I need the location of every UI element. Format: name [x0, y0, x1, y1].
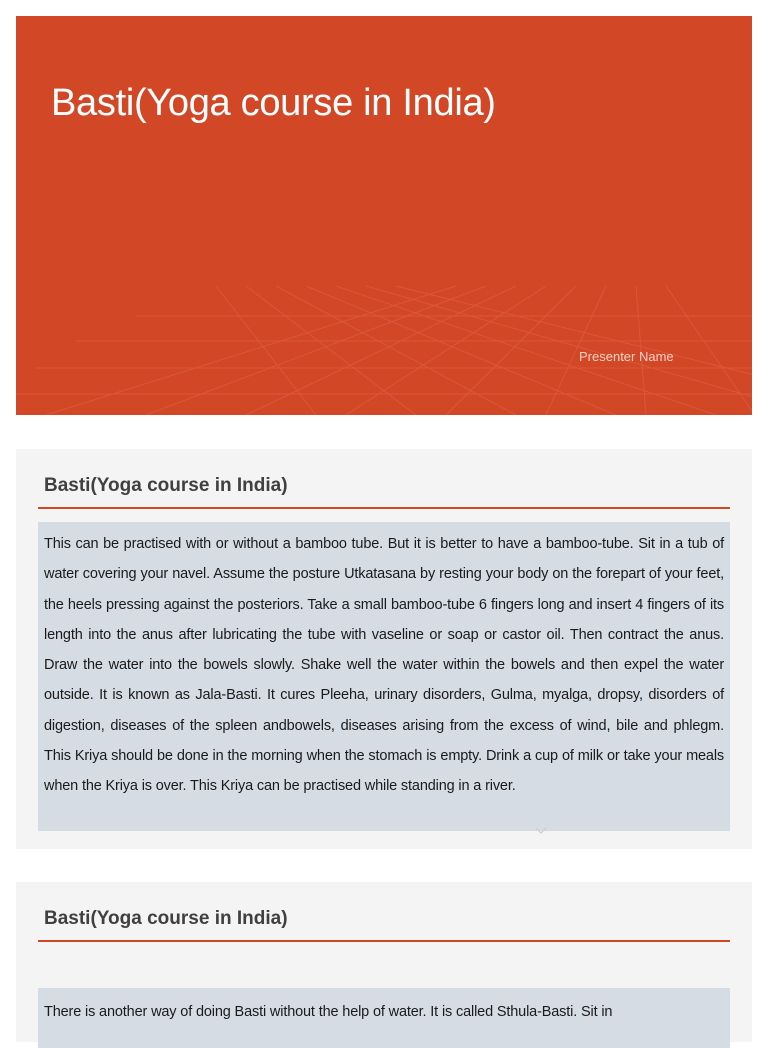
- heading-underline: [38, 940, 730, 942]
- chevron-down-icon: [536, 828, 546, 834]
- slide-heading: Basti(Yoga course in India): [44, 475, 288, 496]
- slide-body-text: There is another way of doing Basti without the help of water. It is called Sthula-Basti. Sit in: [38, 988, 730, 1048]
- content-slide-1: [16, 449, 752, 849]
- slide-heading: Basti(Yoga course in India): [44, 908, 288, 929]
- content-slide-2: [16, 882, 752, 1042]
- slide-body-text: This can be practised with or without a bamboo tube. But it is better to have a bamboo-tube. Sit in a tub of water covering your navel. Assume the posture Utkatasana by resting your body on the forepart of your feet, the heels pressing against the posteriors. Take a small bamboo-tube 6 fingers long and insert 4 fingers of its length into the anus after lubricating the tube with vaseline or soap or castor oil. Then contract the anus. Draw the water into the bowels slowly. Shake well the water within the bowels and then expel the water outside. It is known as Jala-Basti. It cures Pleeha, urinary disorders, Gulma, myalga, dropsy, disorders of digestion, diseases of the spleen andbowels, diseases arising from the excess of wind, bile and phlegm. This Kriya should be done in the morning when the stomach is empty. Drink a cup of milk or take your meals when the Kriya is over. This Kriya can be practised while standing in a river.: [38, 522, 730, 831]
- heading-underline: [38, 507, 730, 509]
- title-slide: [16, 16, 752, 415]
- presenter-name: Presenter Name: [579, 349, 674, 364]
- slide-title: Basti(Yoga course in India): [51, 82, 496, 124]
